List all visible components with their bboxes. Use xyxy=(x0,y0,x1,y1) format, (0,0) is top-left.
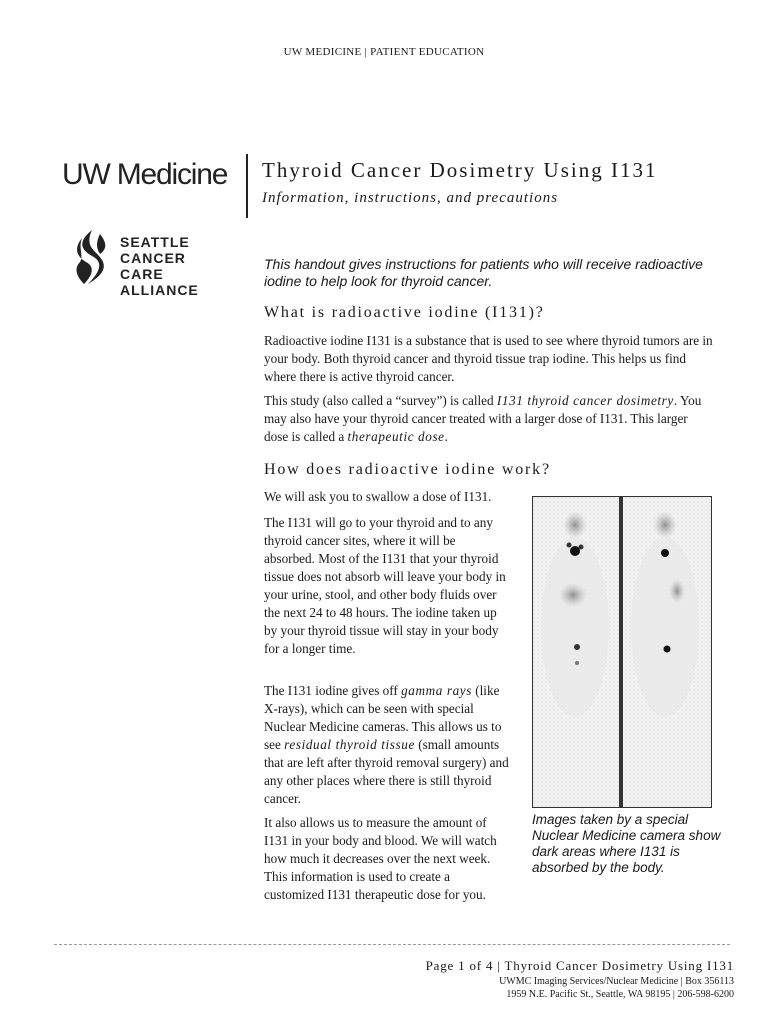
document-subtitle: Information, instructions, and precautions xyxy=(262,190,559,206)
paragraph-what-1: Radioactive iodine I131 is a substance that is used to see where thyroid tumors are in your body. Both thyroid cancer and thyroid tissue trap iodine. This helps us find where there is active thyroid cancer. xyxy=(264,333,713,384)
scca-line-3: ALLIANCE xyxy=(120,282,199,298)
document-title: Thyroid Cancer Dosimetry Using I131 xyxy=(262,158,658,182)
uw-medicine-logo: UW Medicine xyxy=(62,158,228,191)
scca-line-1: SEATTLE xyxy=(120,234,190,250)
paragraph-what-2 xyxy=(264,392,714,446)
header-top-line: UW MEDICINE | PATIENT EDUCATION xyxy=(283,46,485,58)
scca-flame-icon xyxy=(70,228,114,288)
footer-department: UWMC Imaging Services/Nuclear Medicine | Box 356113 xyxy=(499,976,734,987)
p5-emphasis-gamma: gamma rays xyxy=(401,683,472,698)
footer-address: 1959 N.E. Pacific St., Seattle, WA 98195 | 206-598-6200 xyxy=(506,989,734,1000)
section-heading-what: What is radioactive iodine (I131)? xyxy=(264,304,545,321)
p2-emphasis-dosimetry: I131 thyroid cancer dosimetry xyxy=(496,393,674,408)
paragraph-how-1: We will ask you to swallow a dose of I131. xyxy=(264,489,492,504)
p2-text-a: This study (also called a “survey”) is called xyxy=(264,393,497,408)
paragraph-how-2: The I131 will go to your thyroid and to any thyroid cancer sites, where it will be absorbed. Most of the I131 that your thyroid tissue does not absorb will leave your body in your urine, stool, and other body fluids over the next 24 to 48 hours. The iodine taken up by your thyroid tissue will stay in your body for a longer time. xyxy=(264,515,506,656)
p2-emphasis-therapeutic: therapeutic dose xyxy=(347,429,445,444)
p5-text-b: (like X-rays), which can be seen with special Nuclear Medicine cameras. This allows us to see xyxy=(264,683,502,752)
p5-text-c: (small amounts that are left after thyroid removal surgery) and any other places where there is still thyroid cancer. xyxy=(264,737,509,806)
scca-logo xyxy=(68,228,234,298)
p2-text-c: . xyxy=(444,429,448,444)
paragraph-how-3 xyxy=(264,682,509,808)
p5-emphasis-residual: residual thyroid tissue xyxy=(284,737,415,752)
intro-text: This handout gives instructions for patients who will receive radioactive iodine to help look for thyroid cancer. xyxy=(264,256,703,289)
figure-caption: Images taken by a special Nuclear Medicine camera show dark areas where I131 is absorbed by the body. xyxy=(532,812,721,875)
p2-text-b: . You may also have your thyroid cancer treated with a larger dose of I131. This larger dose is called a xyxy=(264,393,702,444)
section-heading-how: How does radioactive iodine work? xyxy=(264,461,551,478)
title-divider xyxy=(246,154,248,218)
footer-divider xyxy=(54,944,730,945)
p5-text-a: The I131 iodine gives off xyxy=(264,683,402,698)
scan-graphic xyxy=(533,497,711,807)
nuclear-scan-image xyxy=(532,496,712,808)
paragraph-how-4: It also allows us to measure the amount of I131 in your body and blood. We will watch how much it decreases over the next week. This information is used to create a customized I131 therapeutic dose for you. xyxy=(264,815,497,902)
scca-line-2: CANCER CARE xyxy=(120,250,186,282)
footer-page-info: Page 1 of 4 | Thyroid Cancer Dosimetry Using I131 xyxy=(425,958,734,973)
